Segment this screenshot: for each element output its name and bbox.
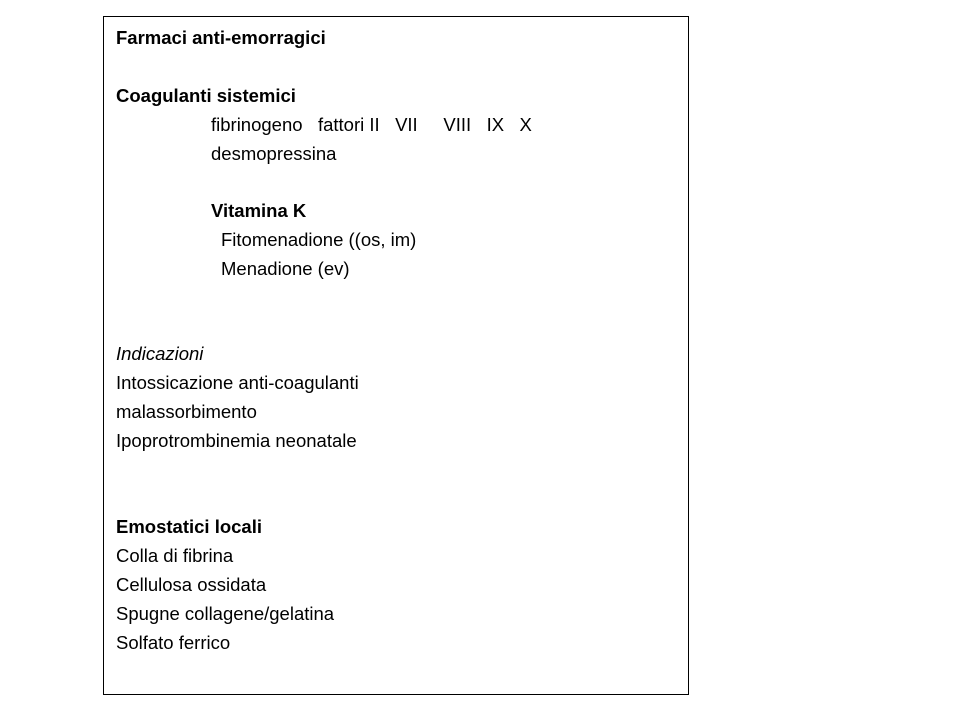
indicazioni-heading: Indicazioni: [116, 343, 204, 364]
vitamina-k-item: Fitomenadione ((os, im): [221, 229, 417, 250]
desmopressina-item: desmopressina: [211, 143, 337, 164]
indicazioni-item: Ipoprotrombinemia neonatale: [116, 430, 357, 451]
vitamina-k-heading: Vitamina K: [211, 200, 307, 221]
indicazioni-item: malassorbimento: [116, 401, 257, 422]
coagulanti-heading: Coagulanti sistemici: [116, 85, 296, 106]
indicazioni-item: Intossicazione anti-coagulanti: [116, 372, 359, 393]
emostatici-heading: Emostatici locali: [116, 516, 262, 537]
page-title: Farmaci anti-emorragici: [116, 27, 326, 48]
vitamina-k-item: Menadione (ev): [221, 258, 350, 279]
emostatici-item: Spugne collagene/gelatina: [116, 603, 335, 624]
emostatici-item: Colla di fibrina: [116, 545, 234, 566]
coagulation-factors-line: fibrinogeno fattori II VII VIII IX X: [211, 114, 532, 135]
emostatici-item: Cellulosa ossidata: [116, 574, 267, 595]
emostatici-item: Solfato ferrico: [116, 632, 231, 653]
